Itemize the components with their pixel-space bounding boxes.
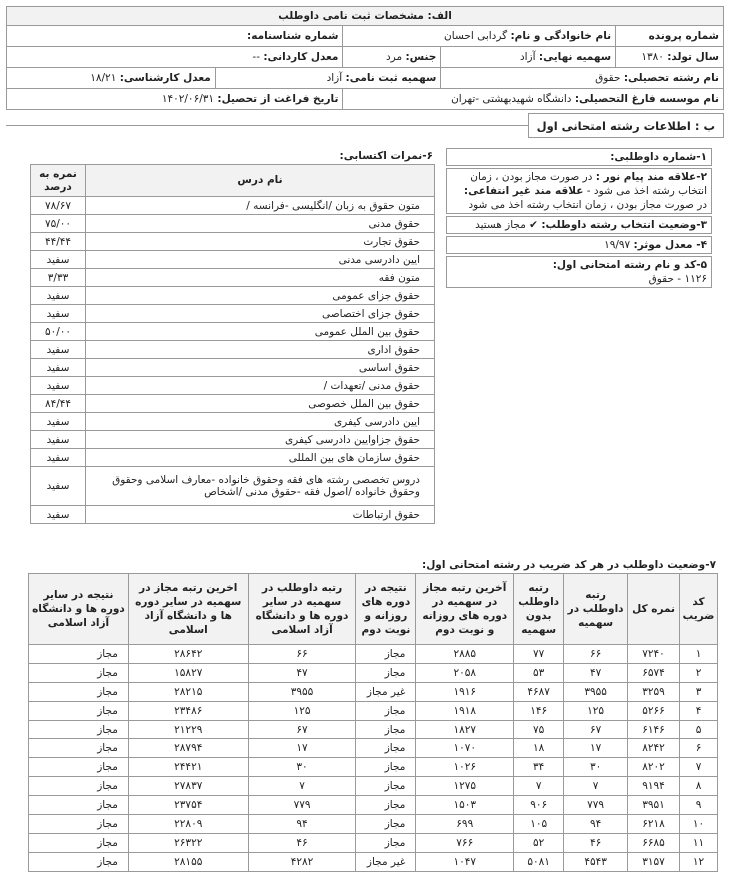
code-row <box>29 645 718 664</box>
code-cell: ۲۱۲۲۹ <box>128 720 248 739</box>
code-cell: ۱۸۲۷ <box>416 720 514 739</box>
code-cell: ۱۵۰۳ <box>416 796 514 815</box>
grades-title: ۶-نمرات اکتسابی: <box>339 150 433 162</box>
codes-header-cell: اخرین رتبه مجاز در سهمیه در سایر دوره ها و دانشگاه آزاد اسلامی <box>128 574 248 645</box>
grade-row <box>31 305 435 323</box>
interest-row <box>446 168 712 214</box>
course-name-header: نام درس <box>86 165 435 197</box>
grade-row <box>31 251 435 269</box>
grade-row <box>31 341 435 359</box>
codes-header-cell: آخرین رتبه مجاز در سهمیه در دوره های روزانه و نوبت دوم <box>416 574 514 645</box>
gender-cell <box>343 47 441 68</box>
codes-header-cell: رتبه داوطلب در سهمیه <box>564 574 628 645</box>
code-cell: ۹۰۶ <box>514 796 564 815</box>
code-cell: ۶۱۴۶ <box>628 720 680 739</box>
assoc-avg-label: معدل کاردانی: <box>263 51 339 63</box>
birth-year-value: ۱۳۸۰ <box>641 51 664 63</box>
codes-header-cell: نمره کل <box>628 574 680 645</box>
code-cell: ۴۷ <box>248 663 356 682</box>
codes-header-cell: نتیجه در دوره های روزانه و نوبت دوم <box>356 574 416 645</box>
course-name: حقوق مدنی /تعهدات / <box>86 377 435 395</box>
code-cell: ۲۸۱۵۵ <box>128 852 248 871</box>
code-cell: ۱۰۷۰ <box>416 739 514 758</box>
code-cell: ۷۷۹ <box>564 796 628 815</box>
codes-header-cell: کد ضریب <box>680 574 718 645</box>
code-cell: ۳۹۵۵ <box>564 682 628 701</box>
code-cell: ۶۷ <box>248 720 356 739</box>
name-label: نام خانوادگی و نام: <box>510 30 612 42</box>
code-cell: ۱۰ <box>680 815 718 834</box>
payam-noor-text: در صورت مجاز بودن ، زمان انتخاب رشته اخذ می شود - <box>470 171 707 197</box>
code-cell: ۳۹۵۵ <box>248 682 356 701</box>
field-cell <box>441 68 724 89</box>
code-cell: ۴۵۴۳ <box>564 852 628 871</box>
course-name: حقوق جزاوایین دادرسی کیفری <box>86 431 435 449</box>
section-b-title: ب : اطلاعات رشته امتحانی اول <box>528 113 724 138</box>
bach-avg-label: معدل کارشناسی: <box>119 72 211 84</box>
code-cell: ۳۱۵۷ <box>628 852 680 871</box>
effective-avg-row <box>446 236 712 254</box>
code-cell: ۳۴ <box>514 758 564 777</box>
code-cell: ۹۴ <box>248 815 356 834</box>
final-quota-cell <box>441 47 616 68</box>
grade-row <box>31 323 435 341</box>
exam-field-row <box>446 256 712 288</box>
grade-row <box>31 449 435 467</box>
grade-row <box>31 467 435 506</box>
grade-row <box>31 377 435 395</box>
code-cell: ۷۷ <box>514 645 564 664</box>
code-cell: ۱۰۲۶ <box>416 758 514 777</box>
course-score: سفید <box>31 287 86 305</box>
grades-table <box>30 164 435 524</box>
grade-row <box>31 269 435 287</box>
code-cell: ۵۲۶۶ <box>628 701 680 720</box>
code-cell: ۱ <box>680 645 718 664</box>
name-value: گردابی احسان <box>444 30 508 42</box>
code-cell: ۳۰ <box>248 758 356 777</box>
registration-table <box>6 6 724 110</box>
course-name: حقوق جزای اختصاصی <box>86 305 435 323</box>
course-name: حقوق تجارت <box>86 233 435 251</box>
course-score: سفید <box>31 359 86 377</box>
code-cell: مجاز <box>29 645 129 664</box>
birth-year-label: سال تولد: <box>667 51 719 63</box>
code-cell: ۷ <box>514 777 564 796</box>
reg-quota-value: آزاد <box>326 72 343 84</box>
code-cell: ۳۲۵۹ <box>628 682 680 701</box>
code-cell: ۱۷ <box>564 739 628 758</box>
code-cell: ۲ <box>680 663 718 682</box>
institution-label: نام موسسه فارغ التحصیلی: <box>574 93 719 105</box>
code-row <box>29 739 718 758</box>
code-cell: ۲۳۴۸۶ <box>128 701 248 720</box>
code-cell: ۶۲۱۸ <box>628 815 680 834</box>
grade-row <box>31 395 435 413</box>
grade-row <box>31 287 435 305</box>
course-name: ایین دادرسی کیفری <box>86 413 435 431</box>
course-name: حقوق بین الملل خصوصی <box>86 395 435 413</box>
code-row <box>29 777 718 796</box>
code-cell: مجاز <box>29 796 129 815</box>
code-cell: مجاز <box>356 720 416 739</box>
course-name: حقوق ارتباطات <box>86 506 435 524</box>
code-cell: ۲۳۷۵۴ <box>128 796 248 815</box>
code-cell: ۳۹۵۱ <box>628 796 680 815</box>
code-cell: ۸ <box>680 777 718 796</box>
section-b-header <box>6 113 724 138</box>
code-cell: ۱۰۵ <box>514 815 564 834</box>
code-cell: مجاز <box>356 663 416 682</box>
code-cell: مجاز <box>356 833 416 852</box>
code-cell: ۶۶۸۵ <box>628 833 680 852</box>
code-cell: ۱۹۱۶ <box>416 682 514 701</box>
codes-table <box>28 573 718 872</box>
course-score: سفید <box>31 449 86 467</box>
code-row <box>29 815 718 834</box>
code-cell: ۴۷ <box>564 663 628 682</box>
grade-row <box>31 215 435 233</box>
code-cell: مجاز <box>29 720 129 739</box>
assoc-avg-value: -- <box>252 51 260 63</box>
selection-status-label: ۳-وضعیت انتخاب رشته داوطلب: <box>541 219 707 231</box>
code-cell: ۵ <box>680 720 718 739</box>
code-cell: ۲۶۳۲۲ <box>128 833 248 852</box>
code-cell: ۱۲ <box>680 852 718 871</box>
code-cell: ۶۶ <box>564 645 628 664</box>
code-cell: مجاز <box>29 663 129 682</box>
code-cell: ۱۵۸۲۷ <box>128 663 248 682</box>
applicant-registration-section <box>6 6 724 110</box>
code-cell: ۱۷ <box>248 739 356 758</box>
code-row <box>29 758 718 777</box>
code-cell: ۶۹۹ <box>416 815 514 834</box>
code-cell: مجاز <box>29 682 129 701</box>
code-cell: ۱۴۶ <box>514 701 564 720</box>
course-name: حقوق سازمان های بین المللی <box>86 449 435 467</box>
grade-row <box>31 431 435 449</box>
coefficient-codes-section <box>28 558 718 872</box>
code-cell: ۲۲۸۰۹ <box>128 815 248 834</box>
code-cell: ۳۰ <box>564 758 628 777</box>
candidate-number-row: ۱-شماره داوطلبی: <box>446 148 712 166</box>
course-name: حقوق مدنی <box>86 215 435 233</box>
course-name: حقوق بین الملل عمومی <box>86 323 435 341</box>
bach-avg-value: ۱۸/۲۱ <box>90 72 117 84</box>
score-header: نمره به درصد <box>31 165 86 197</box>
code-row <box>29 852 718 871</box>
code-row <box>29 833 718 852</box>
code-cell: ۶۵۷۴ <box>628 663 680 682</box>
grad-date-label: تاریخ فراغت از تحصیل: <box>217 93 339 105</box>
reg-quota-label: سهمیه ثبت نامی: <box>345 72 437 84</box>
code-cell: غیر مجاز <box>356 852 416 871</box>
code-cell: ۴۲۸۲ <box>248 852 356 871</box>
course-name: حقوق اساسی <box>86 359 435 377</box>
code-row <box>29 796 718 815</box>
exam-field-label: ۵-کد و نام رشته امتحانی اول: <box>552 259 707 271</box>
code-cell: ۵۳ <box>514 663 564 682</box>
code-cell: مجاز <box>356 645 416 664</box>
field-label: نام رشته تحصیلی: <box>623 72 719 84</box>
code-cell: ۹۴ <box>564 815 628 834</box>
grade-row <box>31 197 435 215</box>
code-cell: ۶۶ <box>248 645 356 664</box>
code-cell: ۳ <box>680 682 718 701</box>
code-cell: مجاز <box>356 796 416 815</box>
course-name: متون حقوق به زبان /انگلیسی -فرانسه / <box>86 197 435 215</box>
code-cell: غیر مجاز <box>356 682 416 701</box>
code-cell: مجاز <box>356 777 416 796</box>
code-cell: ۴۶۸۷ <box>514 682 564 701</box>
grade-row <box>31 359 435 377</box>
course-score: ۳/۳۳ <box>31 269 86 287</box>
course-name: دروس تخصصی رشته های فقه وحقوق خانواده -معارف اسلامی وحقوق وحقوق خانواده /اصول فقه -حقوق مدنی /اشخاص <box>86 467 435 506</box>
code-cell: ۷۲۴۰ <box>628 645 680 664</box>
code-cell: مجاز <box>29 758 129 777</box>
code-cell: مجاز <box>356 739 416 758</box>
codes-header-cell: نتیجه در سایر دوره ها و دانشگاه آزاد اسلامی <box>29 574 129 645</box>
institution-value: دانشگاه شهیدبهشتی -تهران <box>451 93 572 105</box>
codes-title: ۷-وضعیت داوطلب در هر کد ضریب در رشته امتحانی اول: <box>422 559 716 571</box>
code-cell: مجاز <box>29 777 129 796</box>
code-cell: ۴۶ <box>564 833 628 852</box>
effective-avg-label: ۴- معدل موثر: <box>633 239 707 251</box>
code-cell: ۱۰۴۷ <box>416 852 514 871</box>
code-cell: مجاز <box>356 758 416 777</box>
code-cell: ۲۸۲۱۵ <box>128 682 248 701</box>
gender-value: مرد <box>386 51 403 63</box>
file-number-label: شماره پرونده <box>616 26 724 47</box>
course-score: ۷۸/۶۷ <box>31 197 86 215</box>
code-row <box>29 663 718 682</box>
grades-section <box>30 148 435 524</box>
code-cell: ۲۸۶۴۲ <box>128 645 248 664</box>
non-profit-label: علاقه مند غیر انتفاعی: <box>463 185 584 197</box>
course-score: ۵۰/۰۰ <box>31 323 86 341</box>
code-cell: ۶ <box>680 739 718 758</box>
code-cell: ۲۸۸۵ <box>416 645 514 664</box>
course-score: سفید <box>31 431 86 449</box>
code-row <box>29 720 718 739</box>
code-cell: ۷۶۶ <box>416 833 514 852</box>
course-score: ۷۵/۰۰ <box>31 215 86 233</box>
selection-status-value: مجاز هستید <box>475 219 526 231</box>
course-score: ۴۴/۴۴ <box>31 233 86 251</box>
course-name: ایین دادرسی مدنی <box>86 251 435 269</box>
code-cell: ۹ <box>680 796 718 815</box>
check-icon: ✔ <box>529 219 538 231</box>
exam-info-box <box>446 148 712 290</box>
code-cell: ۷ <box>248 777 356 796</box>
code-cell: ۱۱ <box>680 833 718 852</box>
code-cell: ۷۵ <box>514 720 564 739</box>
id-number-label: شماره شناسنامه: <box>7 26 343 47</box>
non-profit-text: در صورت مجاز بودن ، زمان انتخاب رشته اخذ می شود <box>468 199 707 211</box>
code-cell: ۲۸۷۹۴ <box>128 739 248 758</box>
code-row <box>29 682 718 701</box>
payam-noor-label: ۲-علاقه مند پیام نور : <box>595 171 707 183</box>
course-score: سفید <box>31 506 86 524</box>
code-cell: مجاز <box>29 815 129 834</box>
code-cell: مجاز <box>29 852 129 871</box>
grade-row <box>31 233 435 251</box>
course-score: سفید <box>31 305 86 323</box>
course-score: سفید <box>31 251 86 269</box>
code-cell: ۱۸ <box>514 739 564 758</box>
code-cell: ۴۶ <box>248 833 356 852</box>
code-cell: ۵۰۸۱ <box>514 852 564 871</box>
gender-label: جنس: <box>405 51 437 63</box>
codes-header-cell: رتبه داوطلب در سهمیه در سایر دوره ها و دانشگاه آزاد اسلامی <box>248 574 356 645</box>
code-cell: ۲۰۵۸ <box>416 663 514 682</box>
course-score: سفید <box>31 341 86 359</box>
birth-year-cell <box>616 47 724 68</box>
grade-row <box>31 506 435 524</box>
code-cell: ۹۱۹۴ <box>628 777 680 796</box>
course-name: متون فقه <box>86 269 435 287</box>
name-cell <box>343 26 616 47</box>
code-cell: ۷ <box>680 758 718 777</box>
field-value: حقوق <box>595 72 621 84</box>
reg-quota-cell <box>215 68 441 89</box>
code-cell: ۲۴۴۲۱ <box>128 758 248 777</box>
codes-header-cell: رتبه داوطلب بدون سهمیه <box>514 574 564 645</box>
code-cell: ۱۲۷۵ <box>416 777 514 796</box>
code-cell: مجاز <box>356 701 416 720</box>
course-score: سفید <box>31 467 86 506</box>
code-cell: ۸۲۴۲ <box>628 739 680 758</box>
code-cell: ۲۷۸۳۷ <box>128 777 248 796</box>
grad-date-value: ۱۴۰۲/۰۶/۳۱ <box>161 93 215 105</box>
code-cell: مجاز <box>29 833 129 852</box>
bach-avg-cell <box>7 68 216 89</box>
code-cell: ۷۷۹ <box>248 796 356 815</box>
grad-date-cell <box>7 89 343 110</box>
code-cell: ۱۲۵ <box>248 701 356 720</box>
section-a-title: الف: مشخصات ثبت نامی داوطلب <box>7 7 724 26</box>
code-row <box>29 701 718 720</box>
code-cell: ۸۲۰۲ <box>628 758 680 777</box>
code-cell: ۱۲۵ <box>564 701 628 720</box>
code-cell: مجاز <box>356 815 416 834</box>
exam-field-value: ۱۱۲۶ - حقوق <box>648 273 707 285</box>
code-cell: مجاز <box>29 739 129 758</box>
course-score: ۸۴/۴۴ <box>31 395 86 413</box>
code-cell: ۶۷ <box>564 720 628 739</box>
grade-row <box>31 413 435 431</box>
final-quota-value: آزاد <box>519 51 536 63</box>
course-score: سفید <box>31 377 86 395</box>
effective-avg-value: ۱۹/۹۷ <box>604 239 631 251</box>
course-name: حقوق جزای عمومی <box>86 287 435 305</box>
code-cell: ۴ <box>680 701 718 720</box>
final-quota-label: سهمیه نهایی: <box>538 51 612 63</box>
selection-status-row <box>446 216 712 234</box>
code-cell: ۷ <box>564 777 628 796</box>
code-cell: مجاز <box>29 701 129 720</box>
code-cell: ۵۲ <box>514 833 564 852</box>
code-cell: ۱۹۱۸ <box>416 701 514 720</box>
course-name: حقوق اداری <box>86 341 435 359</box>
assoc-avg-cell <box>7 47 343 68</box>
course-score: سفید <box>31 413 86 431</box>
institution-cell <box>343 89 724 110</box>
